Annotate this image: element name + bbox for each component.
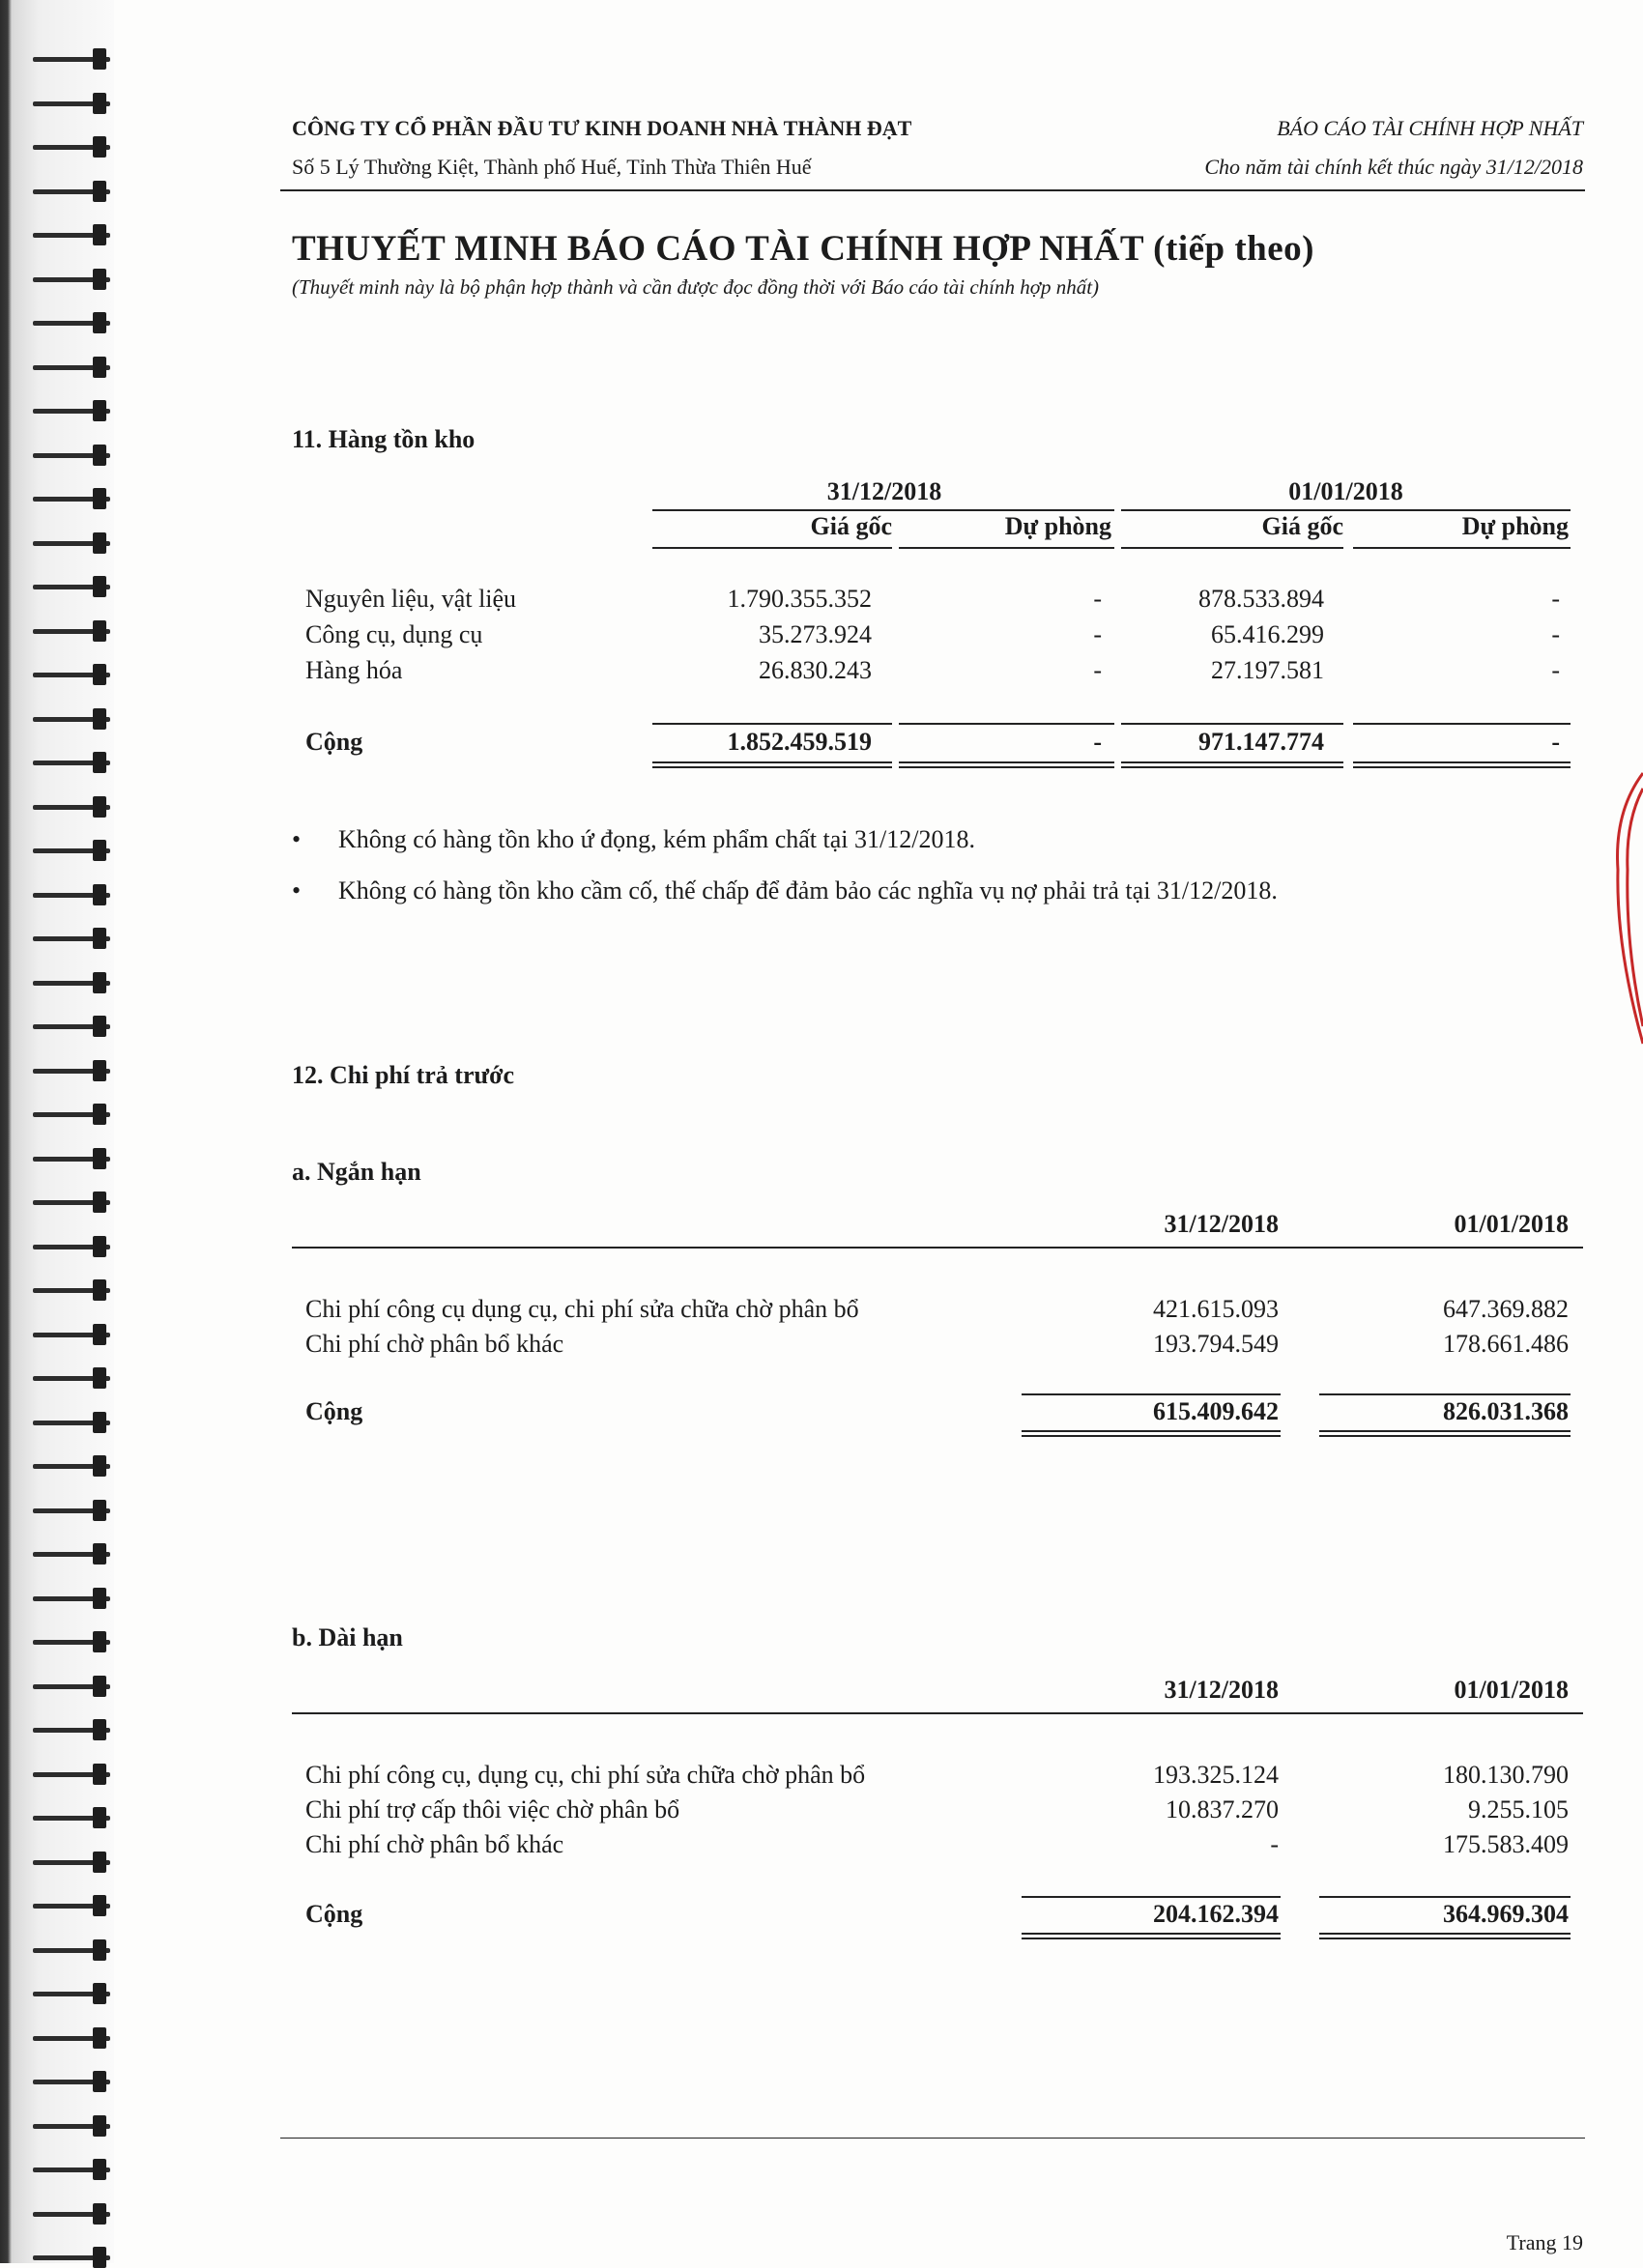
inventory-note: Không có hàng tồn kho cầm cố, thế chấp để đảm bảo các nghĩa vụ nợ phải trả tại 31/12/2018. bbox=[338, 876, 1278, 904]
binding-ring bbox=[33, 269, 112, 290]
binding-ring bbox=[33, 1764, 112, 1785]
total-value-2: 826.031.368 bbox=[1443, 1397, 1569, 1425]
binding-ring bbox=[33, 884, 112, 905]
total-value-1: 615.409.642 bbox=[1153, 1397, 1279, 1425]
row-value-1: 421.615.093 bbox=[1153, 1295, 1279, 1323]
binding-ring bbox=[33, 445, 112, 466]
bullet-dot: • bbox=[292, 825, 302, 853]
binding-ring bbox=[33, 1807, 112, 1828]
binding-ring bbox=[33, 1939, 112, 1961]
row-value-2: 175.583.409 bbox=[1443, 1830, 1569, 1858]
short-total-double-rule-2 bbox=[1319, 1430, 1571, 1437]
short-col-1: 31/12/2018 bbox=[1164, 1210, 1279, 1238]
inv-period-2: 01/01/2018 bbox=[1288, 477, 1403, 505]
inv-col-rule-3 bbox=[1121, 547, 1343, 549]
binding-ring bbox=[33, 532, 112, 554]
row-value-2: 178.661.486 bbox=[1443, 1330, 1569, 1358]
binding-ring bbox=[33, 1676, 112, 1697]
long-total-top-rule-1 bbox=[1022, 1896, 1281, 1898]
binding-ring bbox=[33, 796, 112, 818]
row-prov-2: - bbox=[1551, 585, 1560, 613]
inv-total-top-rule-3 bbox=[1121, 723, 1343, 725]
total-label: Cộng bbox=[305, 728, 363, 756]
row-label: Chi phí công cụ, dụng cụ, chi phí sửa chữa chờ phân bổ bbox=[305, 1761, 866, 1789]
inv-col-rule-1 bbox=[652, 547, 892, 549]
inv-total-double-rule-1 bbox=[652, 761, 892, 768]
long-col-2: 01/01/2018 bbox=[1454, 1676, 1569, 1704]
binding-ring bbox=[33, 136, 112, 158]
row-value-1: - bbox=[1270, 1830, 1279, 1858]
page-subtitle: (Thuyết minh này là bộ phận hợp thành và cần được đọc đồng thời với Báo cáo tài chính hợp nhất) bbox=[292, 275, 1100, 299]
binding-ring bbox=[33, 312, 112, 333]
binding-ring bbox=[33, 840, 112, 861]
row-label: Nguyên liệu, vật liệu bbox=[305, 585, 517, 613]
bullet-dot: • bbox=[292, 876, 302, 904]
binding-ring bbox=[33, 972, 112, 993]
binding-ring bbox=[33, 2027, 112, 2049]
footer-rule bbox=[280, 2138, 1585, 2139]
row-prov-2: - bbox=[1551, 620, 1560, 648]
short-col-2: 01/01/2018 bbox=[1454, 1210, 1569, 1238]
binding-ring bbox=[33, 1324, 112, 1345]
binding-ring bbox=[33, 664, 112, 685]
binding-ring bbox=[33, 1543, 112, 1565]
binding-ring bbox=[33, 1236, 112, 1257]
binding-ring bbox=[33, 1016, 112, 1037]
inv-total-top-rule-2 bbox=[899, 723, 1114, 725]
inventory-note: Không có hàng tồn kho ứ đọng, kém phẩm chất tại 31/12/2018. bbox=[338, 825, 975, 853]
total-prov-1: - bbox=[1093, 728, 1102, 756]
row-value-1: 193.325.124 bbox=[1153, 1761, 1279, 1789]
inv-total-double-rule-2 bbox=[899, 761, 1114, 768]
section-12-heading: 12. Chi phí trả trước bbox=[292, 1061, 515, 1089]
total-label: Cộng bbox=[305, 1397, 363, 1425]
binding-ring bbox=[33, 1500, 112, 1521]
binding-ring bbox=[33, 1104, 112, 1125]
short-total-top-rule-2 bbox=[1319, 1393, 1571, 1395]
binding-ring bbox=[33, 1412, 112, 1433]
inv-total-top-rule-1 bbox=[652, 723, 892, 725]
long-col-1: 31/12/2018 bbox=[1164, 1676, 1279, 1704]
binding-ring bbox=[33, 928, 112, 949]
row-prov-1: - bbox=[1093, 620, 1102, 648]
total-label: Cộng bbox=[305, 1900, 363, 1928]
inv-col-cost-2: Giá gốc bbox=[1261, 512, 1343, 540]
row-prov-1: - bbox=[1093, 585, 1102, 613]
report-period: Cho năm tài chính kết thúc ngày 31/12/2018 bbox=[1204, 155, 1583, 179]
total-cost-1: 1.852.459.519 bbox=[727, 728, 872, 756]
inv-period-1: 31/12/2018 bbox=[826, 477, 942, 505]
section-12b-heading: b. Dài hạn bbox=[292, 1623, 403, 1651]
total-cost-2: 971.147.774 bbox=[1198, 728, 1324, 756]
row-label: Chi phí công cụ dụng cụ, chi phí sửa chữa chờ phân bổ bbox=[305, 1295, 859, 1323]
binding-ring bbox=[33, 620, 112, 642]
inv-col-rule-2 bbox=[899, 547, 1114, 549]
inv-col-cost-1: Giá gốc bbox=[810, 512, 892, 540]
total-value-2: 364.969.304 bbox=[1443, 1900, 1569, 1928]
binding-ring bbox=[33, 2071, 112, 2092]
inv-period-1-rule bbox=[652, 509, 1114, 511]
row-value-2: 180.130.790 bbox=[1443, 1761, 1569, 1789]
row-cost-2: 27.197.581 bbox=[1211, 656, 1324, 684]
row-label: Chi phí chờ phân bổ khác bbox=[305, 1830, 564, 1858]
binding-ring bbox=[33, 181, 112, 202]
row-cost-1: 35.273.924 bbox=[759, 620, 872, 648]
total-prov-2: - bbox=[1551, 728, 1560, 756]
binding-ring bbox=[33, 1191, 112, 1213]
binding-ring bbox=[33, 1279, 112, 1301]
company-address: Số 5 Lý Thường Kiệt, Thành phố Huế, Tỉnh Thừa Thiên Huế bbox=[292, 155, 812, 179]
row-value-1: 193.794.549 bbox=[1153, 1330, 1279, 1358]
binding-ring bbox=[33, 2203, 112, 2225]
row-label: Hàng hóa bbox=[305, 656, 403, 684]
inv-total-double-rule-3 bbox=[1121, 761, 1343, 768]
section-11-heading: 11. Hàng tồn kho bbox=[292, 425, 476, 453]
binding-ring bbox=[33, 93, 112, 114]
inv-period-2-rule bbox=[1121, 509, 1571, 511]
long-header-rule bbox=[292, 1712, 1583, 1714]
binding-ring bbox=[33, 1983, 112, 2004]
short-header-rule bbox=[292, 1247, 1583, 1249]
row-value-2: 647.369.882 bbox=[1443, 1295, 1569, 1323]
binding-ring bbox=[33, 708, 112, 730]
row-cost-2: 878.533.894 bbox=[1198, 585, 1324, 613]
page-title: THUYẾT MINH BÁO CÁO TÀI CHÍNH HỢP NHẤT (tiếp theo) bbox=[292, 229, 1315, 269]
section-12a-heading: a. Ngắn hạn bbox=[292, 1158, 421, 1186]
row-label: Công cụ, dụng cụ bbox=[305, 620, 483, 648]
binding-ring bbox=[33, 488, 112, 509]
short-total-top-rule-1 bbox=[1022, 1393, 1281, 1395]
row-label: Chi phí trợ cấp thôi việc chờ phân bổ bbox=[305, 1795, 680, 1823]
binding-ring bbox=[33, 224, 112, 245]
row-value-1: 10.837.270 bbox=[1166, 1795, 1279, 1823]
inv-total-double-rule-4 bbox=[1353, 761, 1571, 768]
binding-ring bbox=[33, 357, 112, 378]
company-seal-partial bbox=[1604, 754, 1643, 1073]
binding-ring bbox=[33, 1588, 112, 1609]
binding-ring bbox=[33, 1455, 112, 1477]
inv-total-top-rule-4 bbox=[1353, 723, 1571, 725]
row-prov-2: - bbox=[1551, 656, 1560, 684]
company-name: CÔNG TY CỔ PHẦN ĐẦU TƯ KINH DOANH NHÀ THÀNH ĐẠT bbox=[292, 116, 912, 140]
inv-col-rule-4 bbox=[1353, 547, 1571, 549]
inv-col-prov-2: Dự phòng bbox=[1461, 512, 1569, 540]
binding-ring bbox=[33, 1060, 112, 1081]
binding-ring bbox=[33, 752, 112, 773]
binding-ring bbox=[33, 2115, 112, 2137]
total-value-1: 204.162.394 bbox=[1153, 1900, 1279, 1928]
long-total-top-rule-2 bbox=[1319, 1896, 1571, 1898]
seal-fragment-icon bbox=[1604, 754, 1643, 1073]
spiral-binding bbox=[0, 0, 114, 2263]
row-cost-1: 1.790.355.352 bbox=[727, 585, 872, 613]
binding-ring bbox=[33, 1631, 112, 1652]
short-total-double-rule-1 bbox=[1022, 1430, 1281, 1437]
row-cost-2: 65.416.299 bbox=[1211, 620, 1324, 648]
binding-ring bbox=[33, 1367, 112, 1389]
header-rule bbox=[280, 189, 1585, 191]
row-cost-1: 26.830.243 bbox=[759, 656, 872, 684]
long-total-double-rule-1 bbox=[1022, 1933, 1281, 1939]
inv-col-prov-1: Dự phòng bbox=[1004, 512, 1111, 540]
binding-ring bbox=[33, 1895, 112, 1916]
binding-ring bbox=[33, 1719, 112, 1740]
row-label: Chi phí chờ phân bổ khác bbox=[305, 1330, 564, 1358]
row-prov-1: - bbox=[1093, 656, 1102, 684]
long-total-double-rule-2 bbox=[1319, 1933, 1571, 1939]
binding-ring bbox=[33, 2247, 112, 2268]
row-value-2: 9.255.105 bbox=[1468, 1795, 1569, 1823]
page-number: Trang 19 bbox=[1506, 2230, 1583, 2254]
binding-ring bbox=[33, 1148, 112, 1169]
binding-ring bbox=[33, 400, 112, 421]
binding-ring bbox=[33, 2159, 112, 2180]
binding-ring bbox=[33, 576, 112, 597]
report-title: BÁO CÁO TÀI CHÍNH HỢP NHẤT bbox=[1277, 116, 1583, 140]
binding-ring bbox=[33, 48, 112, 70]
binding-ring bbox=[33, 1852, 112, 1873]
